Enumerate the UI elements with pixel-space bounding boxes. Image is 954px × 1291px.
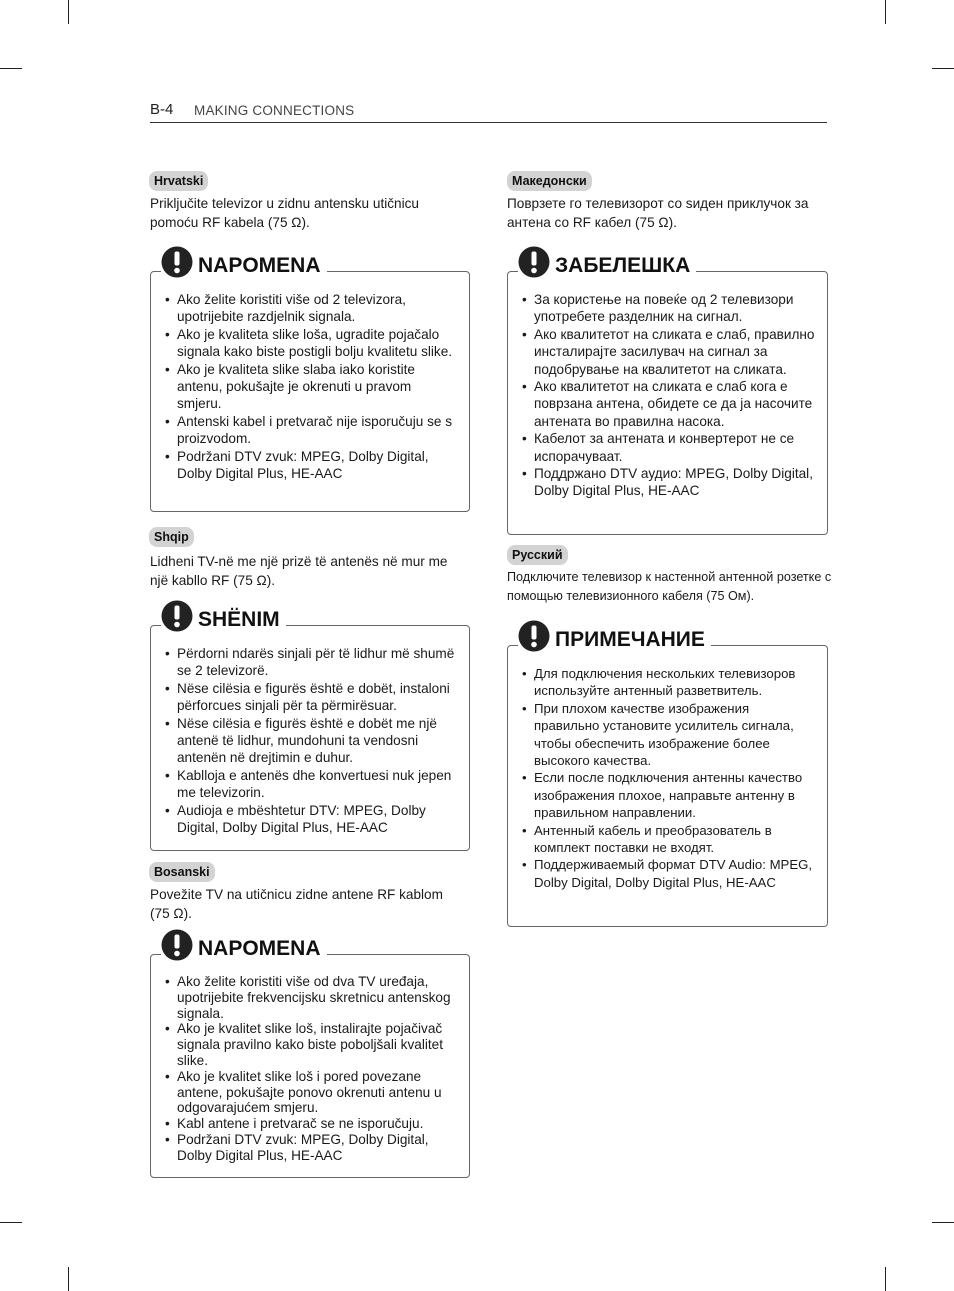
language-tag-hrvatski: Hrvatski bbox=[149, 171, 208, 191]
warning-icon bbox=[161, 929, 193, 961]
intro-text-hrvatski: Priključite televizor u zidnu antensku utičnicu pomoću RF kabela (75 Ω). bbox=[150, 196, 419, 230]
list-item: • Если после подключения антенны качество изображения плохое, направьте антенну в правильном направлении. bbox=[522, 769, 817, 821]
intro-text-shqip: Lidheni TV-në me një prizë të antenës në mur me një kabllo RF (75 Ω). bbox=[150, 554, 448, 588]
note-header bbox=[518, 246, 696, 278]
page-number: B-4 bbox=[150, 101, 174, 118]
note-box-hrvatski bbox=[150, 254, 470, 512]
note-list bbox=[165, 974, 459, 1164]
crop-mark bbox=[885, 1267, 886, 1291]
list-item: • При плохом качестве изображения правильно установите усилитель сигнала, чтобы обеспечить изображение более высокого качества. bbox=[522, 700, 817, 770]
list-item: • Ако квалитетот на сликата е слаб, правилно инсталирајте засилувач на сигнал за подобрување на квалитетот на сликата. bbox=[522, 326, 817, 378]
warning-icon bbox=[161, 600, 193, 632]
list-item: • Поддржано DTV аудио: MPEG, Dolby Digital, Dolby Digital Plus, HE-AAC bbox=[522, 465, 817, 500]
list-item: • Ako želite koristiti više od 2 televizora, upotrijebite razdjelnik signala. bbox=[165, 291, 459, 326]
list-item: • Кабелот за антената и конвертерот не се испорачуваат. bbox=[522, 430, 817, 465]
crop-mark bbox=[0, 1222, 22, 1223]
crop-mark bbox=[885, 0, 886, 24]
list-item: • Ако квалитетот на сликата е слаб кога е поврзана антена, обидете се да ја насочите антената во правилна насока. bbox=[522, 378, 817, 430]
note-title: NAPOMENA bbox=[198, 937, 321, 960]
list-item: • Ako želite koristiti više od dva TV uređaja, upotrijebite frekvencijsku skretnicu antenskog signala. bbox=[165, 974, 459, 1021]
list-item: • Nëse cilësia e figurës është e dobët, instaloni përforcues sinjali për ta përmirësuar. bbox=[165, 680, 459, 715]
intro-text-russian: Подключите телевизор к настенной антенной розетке с помощью телевизионного кабеля (75 Ом). bbox=[507, 570, 832, 603]
crop-mark bbox=[932, 1222, 954, 1223]
list-item: • Kablloja e antenës dhe konvertuesi nuk jepen me televizorin. bbox=[165, 767, 459, 802]
note-title: SHËNIM bbox=[198, 608, 280, 631]
crop-mark bbox=[68, 1267, 69, 1291]
list-item: • Antenski kabel i pretvarač nije isporučuju se s proizvodom. bbox=[165, 413, 459, 448]
language-tag-macedonian: Македонски bbox=[507, 171, 592, 191]
section-title: MAKING CONNECTIONS bbox=[194, 103, 355, 118]
list-item: • Podržani DTV zvuk: MPEG, Dolby Digital, Dolby Digital Plus, HE-AAC bbox=[165, 448, 459, 483]
list-item: • Përdorni ndarës sinjali për të lidhur më shumë se 2 televizorë. bbox=[165, 645, 459, 680]
list-item: • За користење на повеќе од 2 телевизори употребете разделник на сигнал. bbox=[522, 291, 817, 326]
note-box-russian bbox=[507, 628, 828, 927]
crop-mark bbox=[68, 0, 69, 24]
list-item: • Поддерживаемый формат DTV Audio: MPEG, Dolby Digital, Dolby Digital Plus, HE-AAC bbox=[522, 856, 817, 891]
note-box-shqip bbox=[150, 608, 470, 851]
list-item: • Ako je kvaliteta slike slaba iako koristite antenu, pokušajte je okrenuti u pravom smjeru. bbox=[165, 361, 459, 413]
list-item: • Kabl antene i pretvarač se ne isporučuju. bbox=[165, 1116, 459, 1132]
list-item: • Podržani DTV zvuk: MPEG, Dolby Digital, Dolby Digital Plus, HE-AAC bbox=[165, 1132, 459, 1164]
list-item: • Nëse cilësia e figurës është e dobët me një antenë të lidhur, mundohuni ta vendosni antenën në drejtimin e duhur. bbox=[165, 715, 459, 767]
list-item: • Для подключения нескольких телевизоров используйте антенный разветвитель. bbox=[522, 665, 817, 700]
crop-mark bbox=[0, 68, 22, 69]
list-item: • Audioja e mbështetur DTV: MPEG, Dolby Digital, Dolby Digital Plus, HE-AAC bbox=[165, 802, 459, 837]
note-box-macedonian bbox=[507, 254, 828, 535]
note-header bbox=[161, 929, 327, 961]
note-header bbox=[161, 246, 327, 278]
note-list bbox=[165, 645, 459, 836]
note-box-bosanski bbox=[150, 937, 470, 1178]
intro-text-macedonian: Поврзете го телевизорот со ѕиден приклучок за антена со RF кабел (75 Ω). bbox=[507, 196, 809, 230]
note-header bbox=[518, 620, 711, 652]
note-title: NAPOMENA bbox=[198, 254, 321, 277]
list-item: • Ako je kvalitet slike loš, instalirajte pojačivač signala pravilno kako biste poboljšali kvalitet slike. bbox=[165, 1021, 459, 1068]
note-title: ЗАБЕЛЕШКА bbox=[555, 254, 691, 277]
note-list bbox=[165, 291, 459, 482]
page-header bbox=[150, 101, 827, 123]
intro-text-bosanski: Povežite TV na utičnicu zidne antene RF kablom (75 Ω). bbox=[150, 887, 443, 921]
warning-icon bbox=[518, 246, 550, 278]
list-item: • Ako je kvalitet slike loš i pored povezane antene, pokušajte ponovo okrenuti antenu u odgovarajućem smjeru. bbox=[165, 1069, 459, 1116]
note-list bbox=[522, 291, 817, 500]
language-tag-shqip: Shqip bbox=[149, 527, 194, 547]
note-list bbox=[522, 665, 817, 891]
warning-icon bbox=[518, 620, 550, 652]
crop-mark bbox=[932, 68, 954, 69]
language-tag-bosanski: Bosanski bbox=[149, 862, 215, 882]
note-header bbox=[161, 600, 286, 632]
note-title: ПРИМЕЧАНИЕ bbox=[555, 628, 705, 651]
list-item: • Ako je kvaliteta slike loša, ugradite pojačalo signala kako biste postigli bolju kvalitetu slike. bbox=[165, 326, 459, 361]
warning-icon bbox=[161, 246, 193, 278]
language-tag-russian: Русский bbox=[507, 545, 568, 565]
list-item: • Антенный кабель и преобразователь в комплект поставки не входят. bbox=[522, 822, 817, 857]
